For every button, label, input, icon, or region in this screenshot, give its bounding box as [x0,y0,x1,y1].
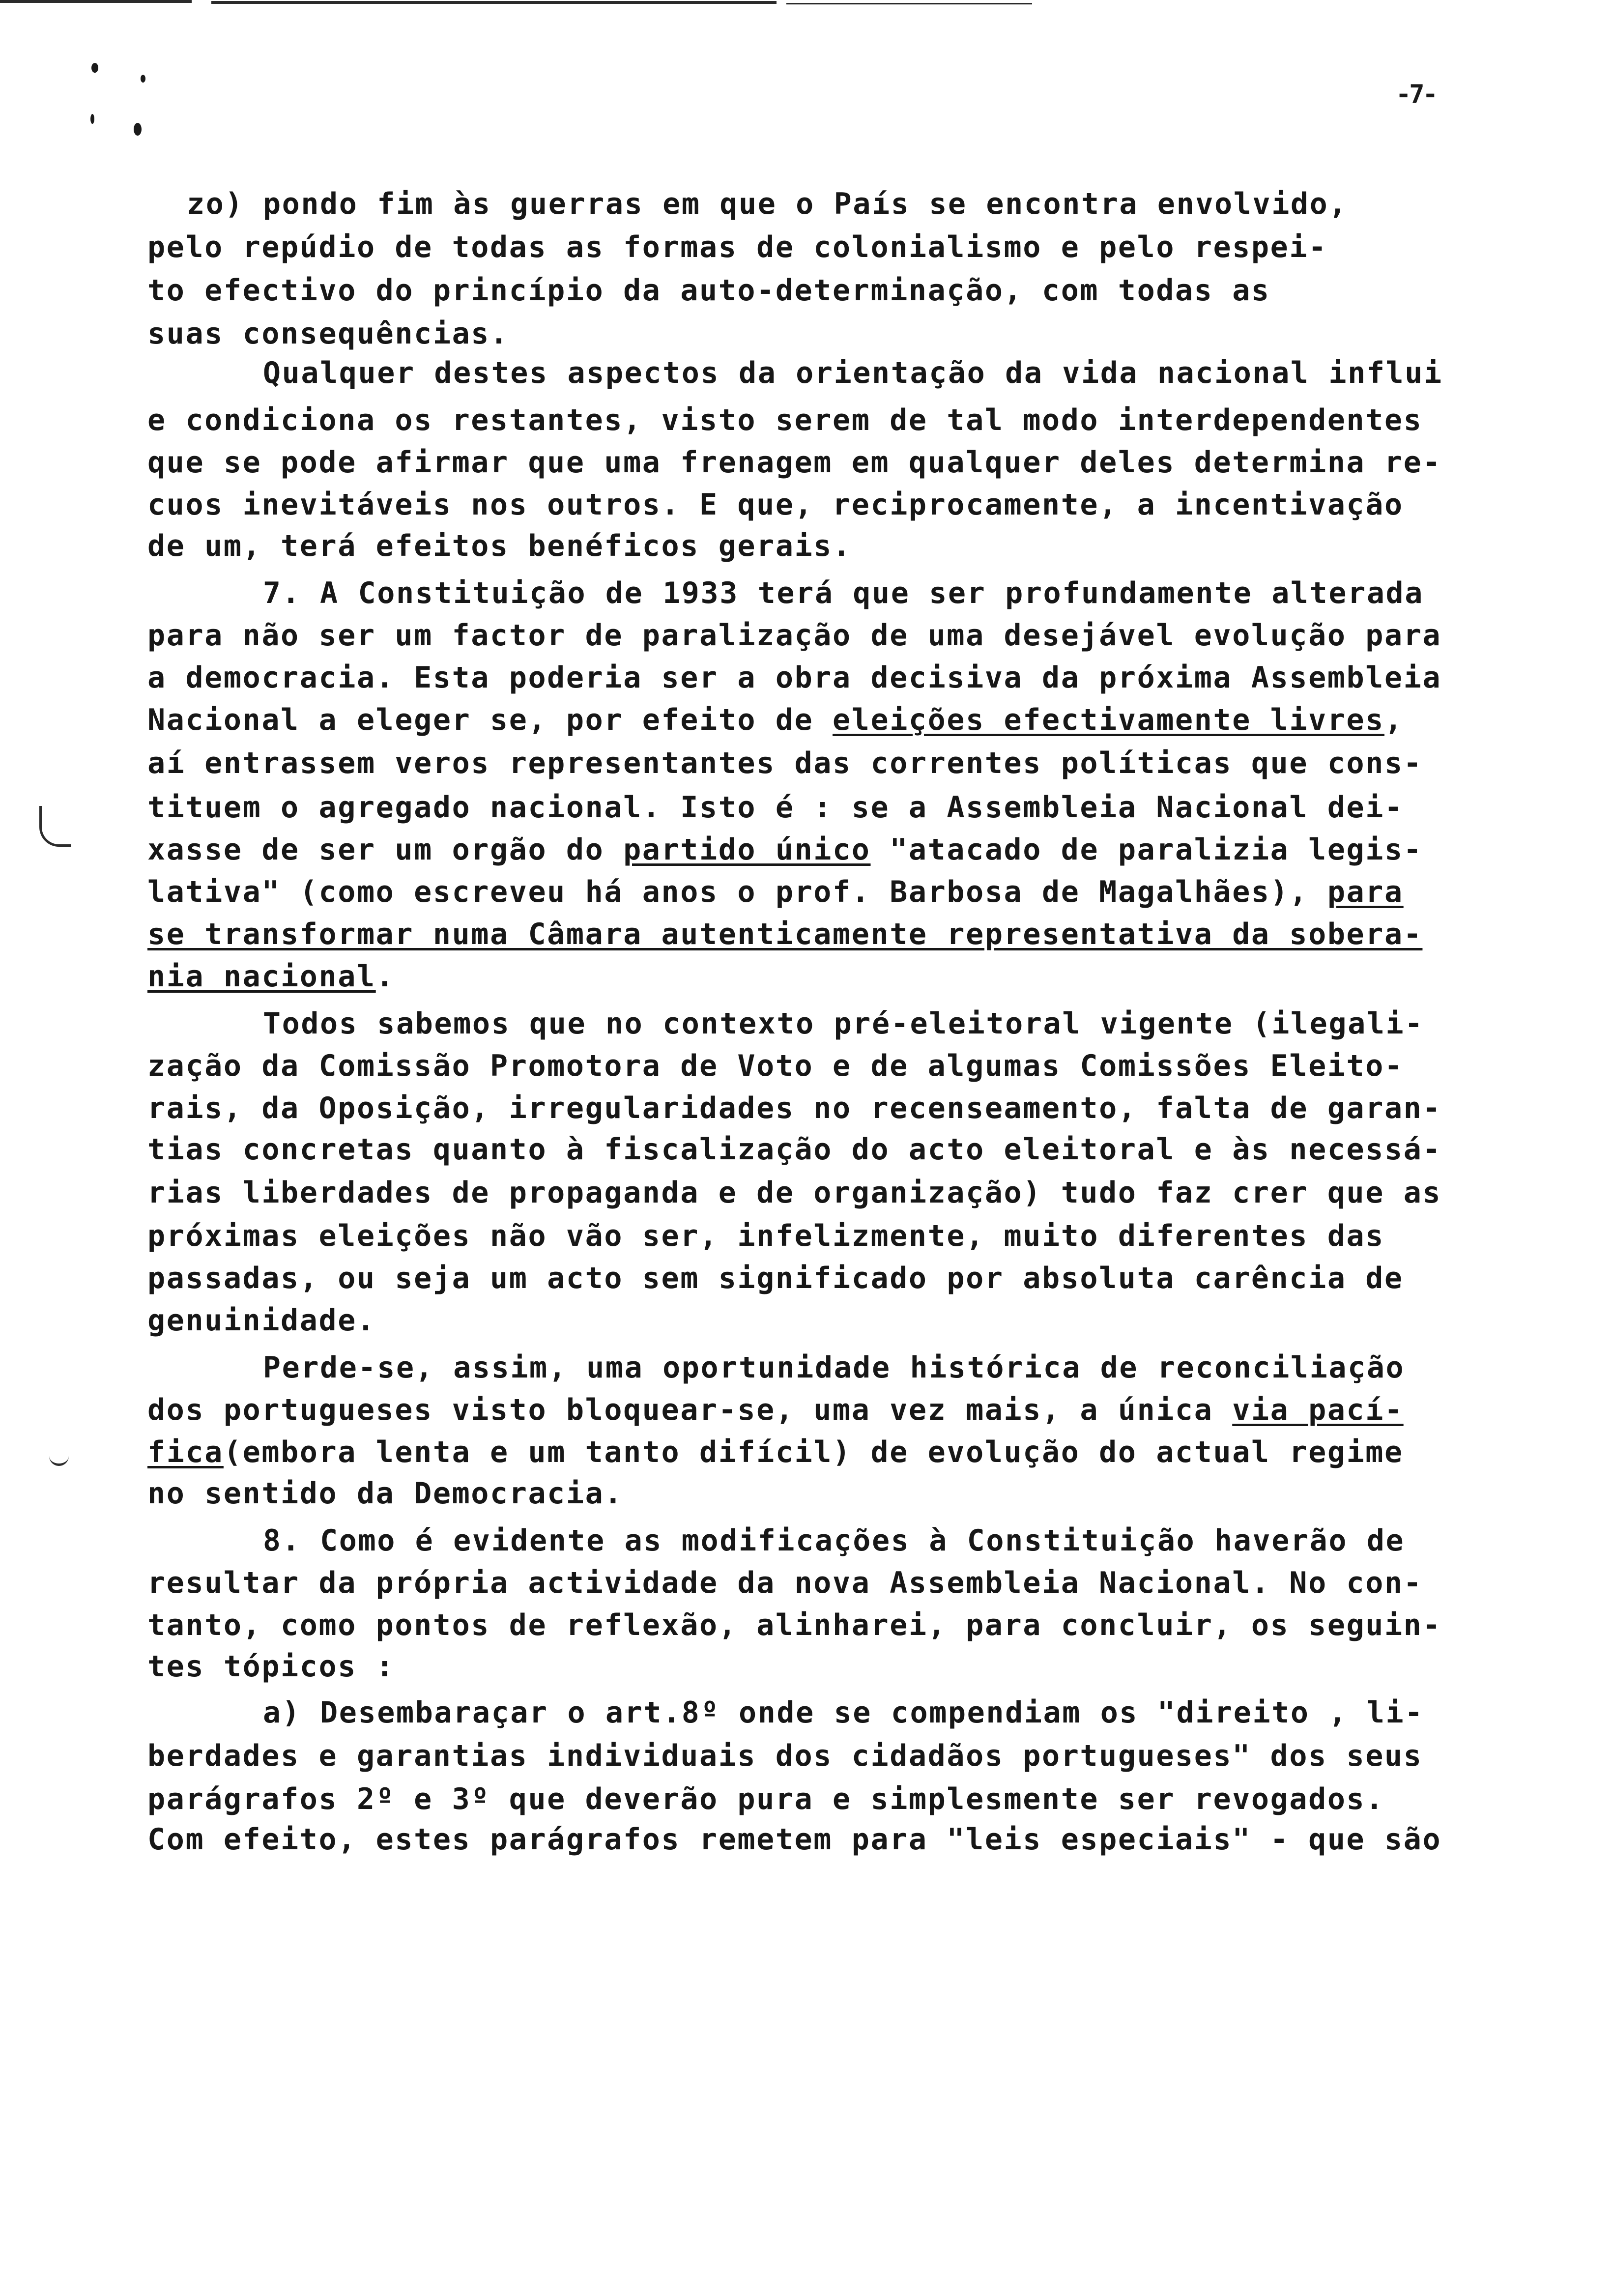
text-segment: no sentido da Democracia. [147,1476,624,1511]
text-segment: parágrafos 2º e 3º que deverão pura e simplesmente ser revogados. [147,1782,1384,1816]
text-segment: aí entrassem veros representantes das correntes políticas que cons- [147,746,1423,780]
text-line [187,1006,1424,1041]
ink-mark [141,75,145,83]
text-segment: passadas, ou seja um acto sem significado por absoluta carência de [147,1261,1404,1295]
underlined-text: se transformar numa Câmara autenticamente representativa da sobera- [147,917,1423,951]
underlined-text: nia nacional [147,959,376,994]
text-line [147,1132,1441,1167]
text-segment: tes tópicos : [147,1649,395,1684]
text-segment: Com efeito, estes parágrafos remetem para "leis especiais" - que são [147,1822,1442,1857]
text-line [147,703,1404,737]
text-segment: e condiciona os restantes, visto serem de tal modo interdependentes [147,403,1423,437]
text-segment: a) Desembaraçar o art.8º onde se compendiam os "direito , li- [187,1695,1424,1730]
text-line [147,1739,1422,1773]
text-line [187,576,1424,610]
text-line [147,1476,623,1511]
text-segment: tias concretas quanto à fiscalização do acto eleitoral e às necessá- [147,1132,1442,1167]
text-line [147,230,1327,264]
text-segment: genuinidade. [147,1303,376,1338]
text-line [187,1523,1405,1558]
text-line [187,1695,1424,1730]
text-segment: to efectivo do princípio da auto-determinação, com todas as [147,273,1270,308]
text-segment: Nacional a eleger se, por efeito de [147,703,833,737]
scan-edge-rule [786,3,1032,4]
text-line [147,1176,1441,1210]
text-segment: que se pode afirmar que uma frenagem em qualquer deles determina re- [147,445,1442,480]
text-line [187,1350,1405,1385]
text-line [147,488,1404,522]
scan-edge-rule [0,0,192,3]
text-line [147,1219,1384,1253]
text-segment: pelo repúdio de todas as formas de colonialismo e pelo respei- [147,230,1327,264]
text-line [147,618,1441,653]
margin-bracket-mark [39,806,71,847]
text-segment: suas consequências. [147,316,509,351]
text-line [147,875,1404,909]
text-segment: resultar da própria actividade da nova Assembleia Nacional. No con- [147,1566,1423,1600]
text-line [147,959,395,994]
text-line [147,832,1422,867]
text-line [147,316,509,351]
text-line [147,1566,1422,1600]
text-segment: dos portugueses visto bloquear-se, uma vez mais, a única [147,1393,1233,1427]
underlined-text: para [1327,875,1404,909]
underlined-text: eleições efectivamente livres [833,703,1384,737]
text-line [147,1393,1404,1427]
text-segment: lativa" (como escreveu há anos o prof. Barbosa de Magalhães), [147,875,1327,909]
text-segment: (embora lenta e um tanto difícil) de evolução do actual regime [223,1435,1404,1469]
text-line [147,1608,1441,1642]
text-line [147,1649,395,1684]
text-segment: Perde-se, assim, uma oportunidade histórica de reconciliação [187,1350,1405,1385]
text-line [147,1782,1384,1816]
text-line [147,1303,376,1338]
margin-bracket-mark [49,1450,69,1466]
text-segment: zo) pondo fim às guerras em que o País se encontra envolvido, [187,187,1348,221]
text-line [147,273,1270,308]
text-segment: cuos inevitáveis nos outros. E que, reciprocamente, a incentivação [147,488,1404,522]
text-line [147,1049,1404,1083]
underlined-text: fica [147,1435,224,1469]
text-line [187,187,1348,221]
text-segment: , [1384,703,1404,737]
text-line [147,529,852,563]
text-line [147,1822,1441,1857]
text-line [147,660,1441,695]
text-segment: "atacado de paralizia legis- [870,832,1423,867]
punch-marks [88,59,157,138]
text-segment: 7. A Constituição de 1933 terá que ser profundamente alterada [187,576,1424,610]
text-line [147,445,1441,480]
text-line [147,917,1422,951]
ink-mark [134,123,142,136]
text-line [147,1435,1404,1469]
text-segment: zação da Comissão Promotora de Voto e de algumas Comissões Eleito- [147,1049,1404,1083]
text-line [147,1091,1441,1125]
text-segment: para não ser um factor de paralização de uma desejável evolução para [147,618,1442,653]
text-segment: de um, terá efeitos benéficos gerais. [147,529,852,563]
underlined-text: partido único [623,832,871,867]
scan-edge-rule [211,1,777,4]
text-segment: a democracia. Esta poderia ser a obra decisiva da próxima Assembleia [147,660,1442,695]
text-segment: próximas eleições não vão ser, infelizmente, muito diferentes das [147,1219,1384,1253]
text-segment: tituem o agregado nacional. Isto é : se a Assembleia Nacional dei- [147,790,1404,825]
text-line [187,356,1443,390]
page-number: -7- [1396,80,1436,109]
underlined-text: via pací- [1232,1393,1404,1427]
text-segment: xasse de ser um orgão do [147,832,624,867]
text-line [147,790,1404,825]
text-segment: 8. Como é evidente as modificações à Constituição haverão de [187,1523,1405,1558]
text-segment: berdades e garantias individuais dos cidadãos portugueses" dos seus [147,1739,1423,1773]
ink-mark [90,114,94,124]
text-segment: rais, da Oposição, irregularidades no recenseamento, falta de garan- [147,1091,1442,1125]
text-line [147,1261,1404,1295]
text-segment: tanto, como pontos de reflexão, alinharei, para concluir, os seguin- [147,1608,1442,1642]
text-segment: Todos sabemos que no contexto pré-eleitoral vigente (ilegali- [187,1006,1424,1041]
text-line [147,403,1422,437]
text-segment: Qualquer destes aspectos da orientação da vida nacional influi [187,356,1443,390]
ink-mark [91,63,98,73]
text-line [147,746,1422,780]
text-segment: . [375,959,395,994]
text-segment: rias liberdades de propaganda e de organização) tudo faz crer que as [147,1176,1442,1210]
